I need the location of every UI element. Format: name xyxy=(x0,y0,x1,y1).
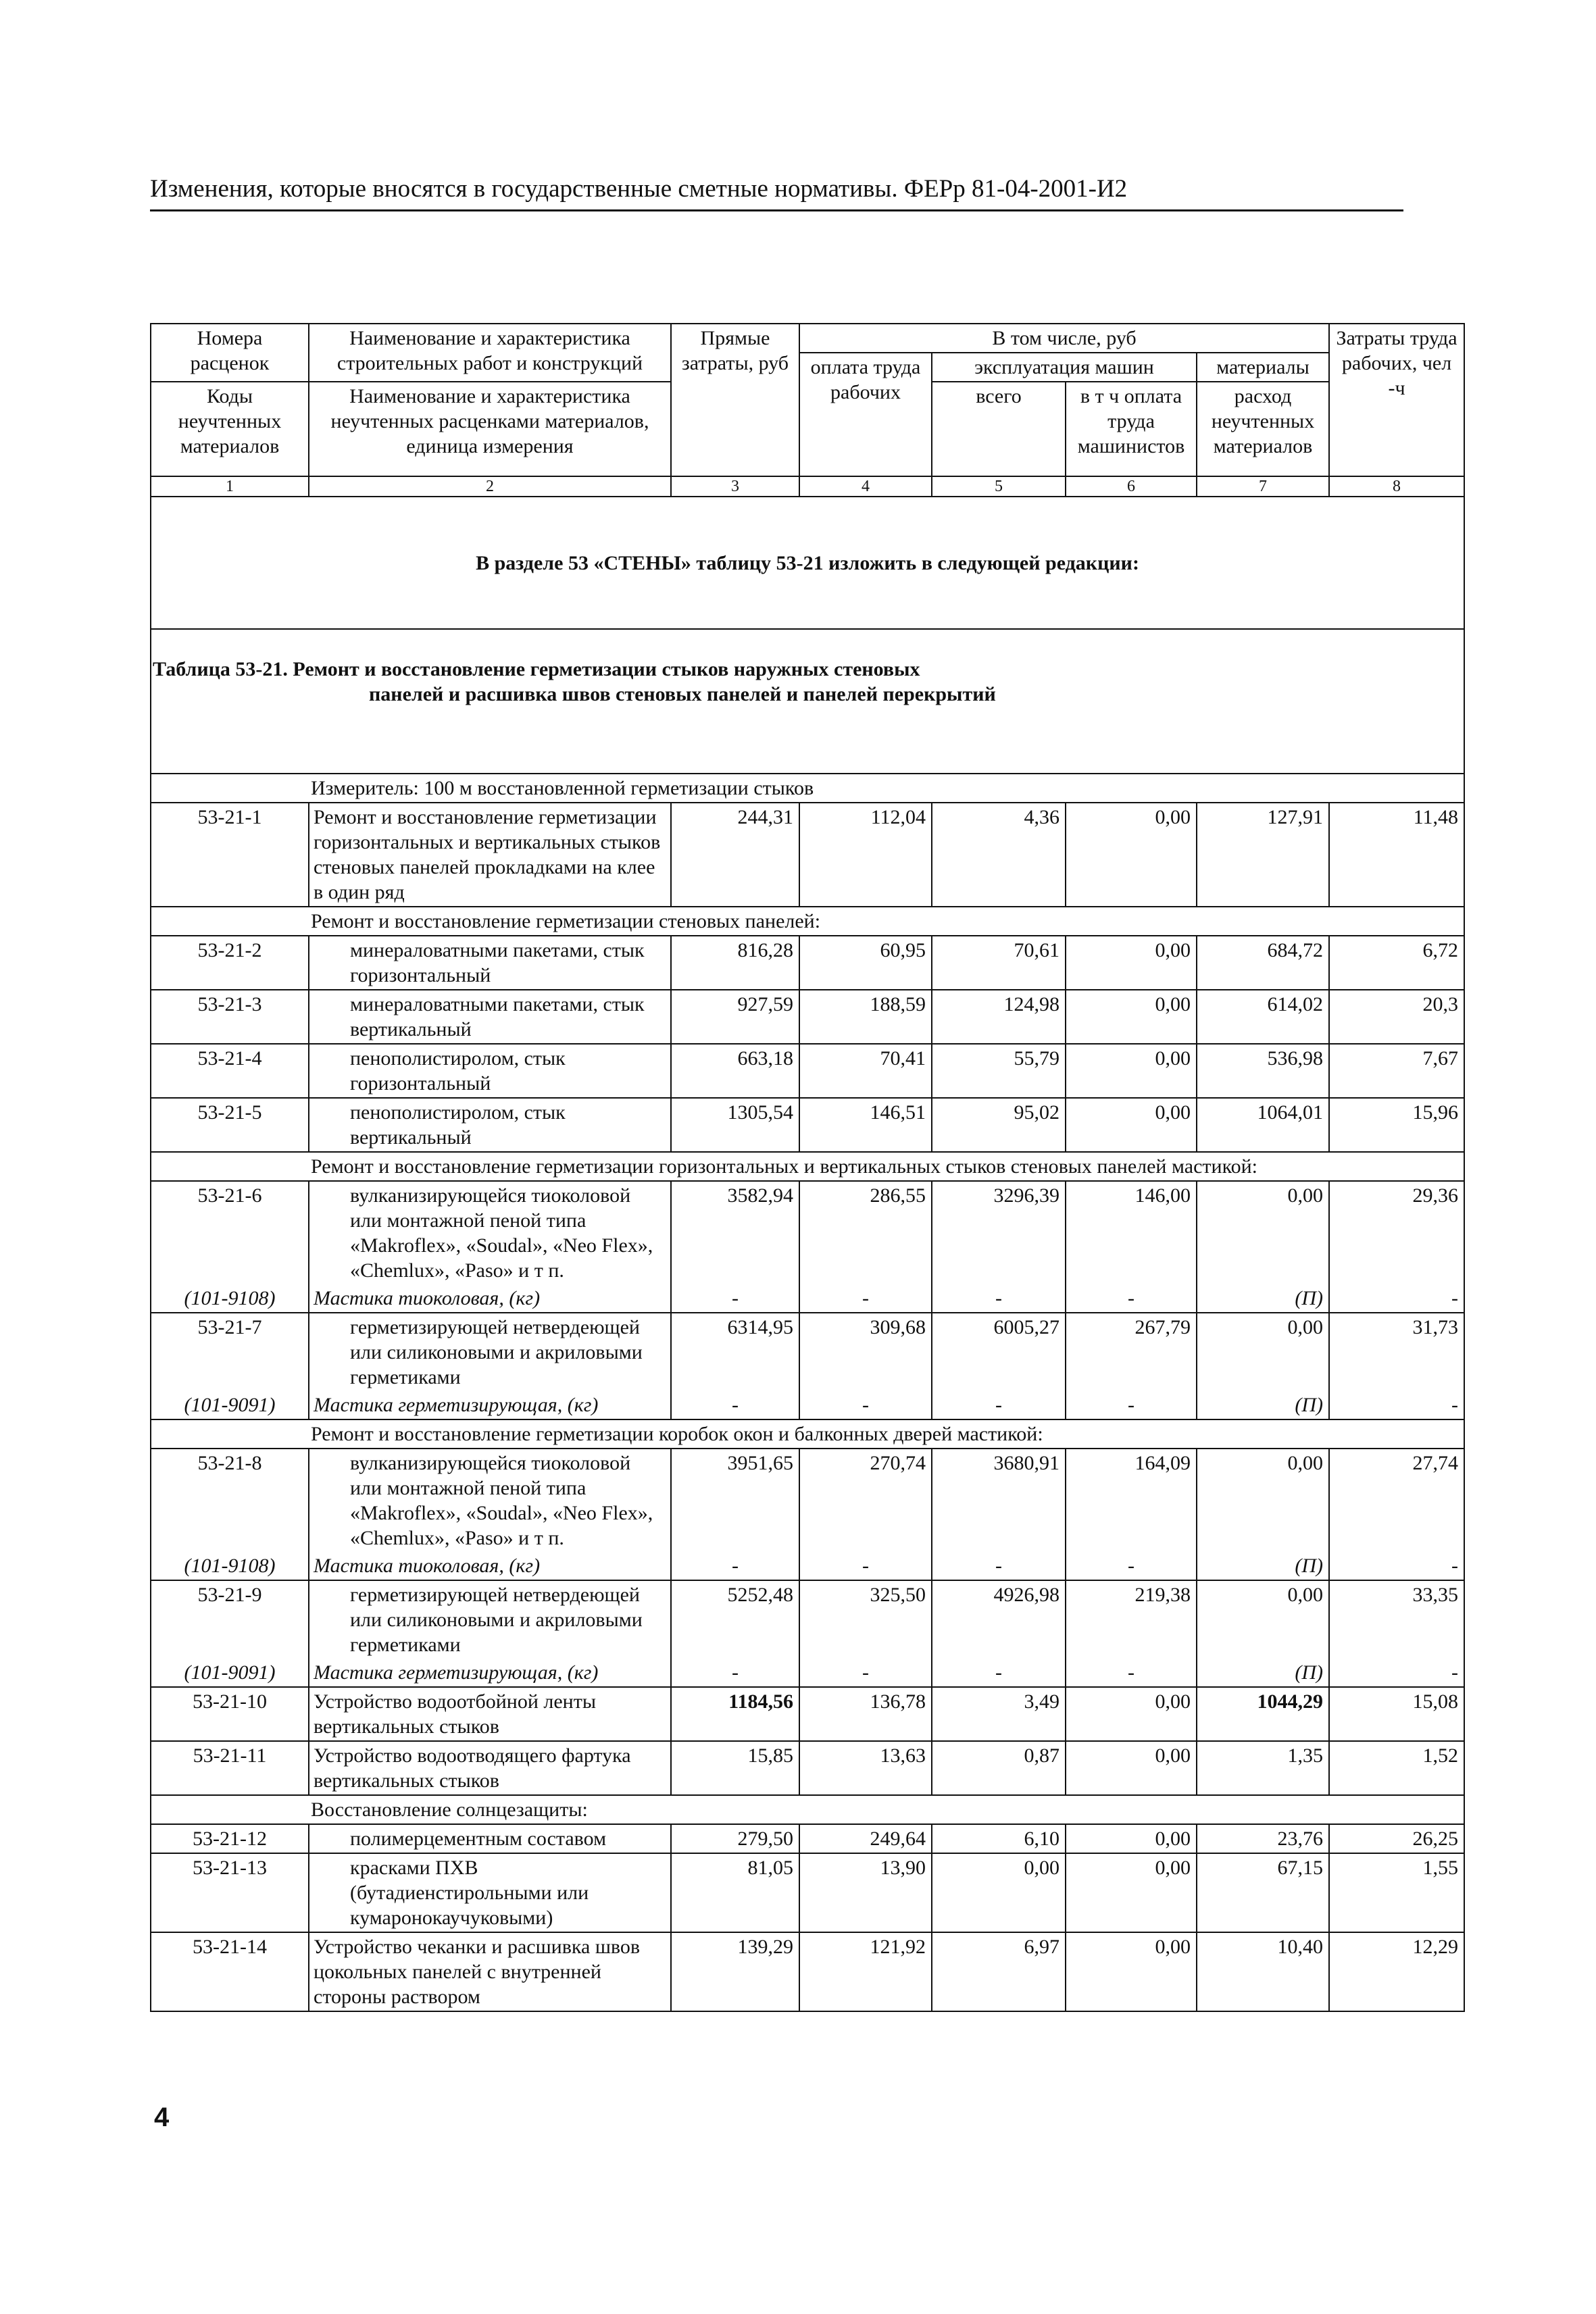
material-name: Мастика тиоколовая, (кг) xyxy=(309,1552,671,1580)
labor-hours: 6,72 xyxy=(1329,936,1464,990)
section-banner: В разделе 53 «СТЕНЫ» таблицу 53-21 изложить в следующей редакции: xyxy=(151,497,1464,629)
direct-cost: 1184,56 xyxy=(671,1687,799,1741)
labor-hours: 11,48 xyxy=(1329,803,1464,907)
col-number: 8 xyxy=(1329,476,1464,497)
material-cost: 614,02 xyxy=(1197,990,1329,1044)
head-col7: расход неучтенных материалов xyxy=(1197,382,1329,476)
machine-cost: 4926,98 xyxy=(932,1580,1066,1659)
table-row xyxy=(151,1044,1464,1098)
table-row xyxy=(151,1181,1464,1284)
rate-code: 53-21-8 xyxy=(151,1449,309,1552)
head-col8: Затраты труда рабочих, чел -ч xyxy=(1329,324,1464,476)
labor-cost: 146,51 xyxy=(799,1098,932,1152)
labor-cost: 309,68 xyxy=(799,1313,932,1391)
material-code: (101-9108) xyxy=(151,1284,309,1313)
rate-name: герметизирующей нетвердеющей или силиконовыми и акриловыми герметиками xyxy=(309,1313,671,1391)
table-row xyxy=(151,1741,1464,1795)
labor-hours: 31,73 xyxy=(1329,1313,1464,1391)
head-col6: в т ч оплата труда машинистов xyxy=(1066,382,1197,476)
col-number: 3 xyxy=(671,476,799,497)
rate-name: Ремонт и восстановление герметизации горизонтальных и вертикальных стыков стеновых панелей прокладками на клее в один ряд xyxy=(309,803,671,907)
machine-cost: 3,49 xyxy=(932,1687,1066,1741)
labor-hours: 15,08 xyxy=(1329,1687,1464,1741)
rate-name: герметизирующей нетвердеющей или силиконовыми и акриловыми герметиками xyxy=(309,1580,671,1659)
rate-name: Устройство водоотбойной ленты вертикальных стыков xyxy=(309,1687,671,1741)
dash: - xyxy=(1066,1391,1197,1419)
table-row xyxy=(151,1580,1464,1659)
table-row xyxy=(151,936,1464,990)
material-cost: 127,91 xyxy=(1197,803,1329,907)
direct-cost: 3582,94 xyxy=(671,1181,799,1284)
material-cost: 0,00 xyxy=(1197,1449,1329,1552)
labor-cost: 121,92 xyxy=(799,1932,932,2011)
material-flag: (П) xyxy=(1197,1552,1329,1580)
material-code: (101-9091) xyxy=(151,1659,309,1687)
material-row xyxy=(151,1659,1464,1687)
material-row xyxy=(151,1552,1464,1580)
dash: - xyxy=(932,1659,1066,1687)
rate-code: 53-21-6 xyxy=(151,1181,309,1284)
table-row xyxy=(151,1098,1464,1152)
table-title xyxy=(151,629,1464,774)
col-number: 5 xyxy=(932,476,1066,497)
dash: - xyxy=(1329,1284,1464,1313)
operator-cost: 0,00 xyxy=(1066,990,1197,1044)
machine-cost: 3296,39 xyxy=(932,1181,1066,1284)
group-heading: Ремонт и восстановление герметизации коробок окон и балконных дверей мастикой: xyxy=(151,1419,1464,1449)
material-row xyxy=(151,1391,1464,1419)
head-col2-top: Наименование и характеристика строительных работ и конструкций xyxy=(309,324,671,382)
col-number: 7 xyxy=(1197,476,1329,497)
labor-cost: 249,64 xyxy=(799,1824,932,1853)
direct-cost: 81,05 xyxy=(671,1853,799,1932)
dash: - xyxy=(1329,1391,1464,1419)
page-number: 4 xyxy=(154,2103,170,2132)
rate-name: Устройство водоотводящего фартука вертикальных стыков xyxy=(309,1741,671,1795)
machine-cost: 6,10 xyxy=(932,1824,1066,1853)
direct-cost: 244,31 xyxy=(671,803,799,907)
machine-cost: 3680,91 xyxy=(932,1449,1066,1552)
labor-cost: 112,04 xyxy=(799,803,932,907)
labor-cost: 13,63 xyxy=(799,1741,932,1795)
table-row xyxy=(151,990,1464,1044)
dash: - xyxy=(671,1284,799,1313)
labor-cost: 325,50 xyxy=(799,1580,932,1659)
machine-cost: 6,97 xyxy=(932,1932,1066,2011)
rate-code: 53-21-3 xyxy=(151,990,309,1044)
machine-cost: 0,87 xyxy=(932,1741,1066,1795)
dash: - xyxy=(1329,1659,1464,1687)
operator-cost: 0,00 xyxy=(1066,1853,1197,1932)
rate-code: 53-21-13 xyxy=(151,1853,309,1932)
rate-code: 53-21-11 xyxy=(151,1741,309,1795)
machine-cost: 55,79 xyxy=(932,1044,1066,1098)
rate-code: 53-21-7 xyxy=(151,1313,309,1391)
col-number: 1 xyxy=(151,476,309,497)
rate-code: 53-21-12 xyxy=(151,1824,309,1853)
head-machines: эксплуатация машин xyxy=(932,353,1197,382)
dash: - xyxy=(932,1391,1066,1419)
dash: - xyxy=(671,1552,799,1580)
head-col1-top: Номера расценок xyxy=(151,324,309,382)
table-row xyxy=(151,803,1464,907)
operator-cost: 0,00 xyxy=(1066,1687,1197,1741)
material-cost: 0,00 xyxy=(1197,1313,1329,1391)
direct-cost: 663,18 xyxy=(671,1044,799,1098)
material-code: (101-9091) xyxy=(151,1391,309,1419)
material-flag: (П) xyxy=(1197,1659,1329,1687)
operator-cost: 0,00 xyxy=(1066,1741,1197,1795)
material-cost: 10,40 xyxy=(1197,1932,1329,2011)
table-row xyxy=(151,1449,1464,1552)
rate-name: пенополистиролом, стык горизонтальный xyxy=(309,1044,671,1098)
labor-cost: 13,90 xyxy=(799,1853,932,1932)
material-cost: 0,00 xyxy=(1197,1181,1329,1284)
table-title-line2: панелей и расшивка швов стеновых панелей и панелей перекрытий xyxy=(369,683,996,705)
dash: - xyxy=(799,1552,932,1580)
col-number: 6 xyxy=(1066,476,1197,497)
operator-cost: 0,00 xyxy=(1066,1098,1197,1152)
group-heading: Ремонт и восстановление герметизации горизонтальных и вертикальных стыков стеновых панелей мастикой: xyxy=(151,1152,1464,1181)
rate-name: вулканизирующейся тиоколовой или монтажной пеной типа «Makroflex», «Soudal», «Neo Flex», «Chemlux», «Paso» и т п. xyxy=(309,1449,671,1552)
labor-hours: 15,96 xyxy=(1329,1098,1464,1152)
labor-hours: 12,29 xyxy=(1329,1932,1464,2011)
material-cost: 684,72 xyxy=(1197,936,1329,990)
labor-cost: 136,78 xyxy=(799,1687,932,1741)
operator-cost: 267,79 xyxy=(1066,1313,1197,1391)
labor-hours: 1,52 xyxy=(1329,1741,1464,1795)
labor-cost: 286,55 xyxy=(799,1181,932,1284)
dash: - xyxy=(799,1391,932,1419)
material-flag: (П) xyxy=(1197,1391,1329,1419)
running-header: Изменения, которые вносятся в государственные сметные нормативы. ФЕРр 81-04-2001-И2 xyxy=(150,175,1128,203)
head-col5: всего xyxy=(932,382,1066,476)
table-title-line1: Таблица 53-21. Ремонт и восстановление герметизации стыков наружных стеновых xyxy=(153,658,920,680)
material-cost: 1,35 xyxy=(1197,1741,1329,1795)
table-row xyxy=(151,1824,1464,1853)
group-heading: Ремонт и восстановление герметизации стеновых панелей: xyxy=(151,907,1464,936)
direct-cost: 1305,54 xyxy=(671,1098,799,1152)
dash: - xyxy=(1329,1552,1464,1580)
machine-cost: 6005,27 xyxy=(932,1313,1066,1391)
table-row xyxy=(151,1313,1464,1391)
table-row xyxy=(151,1932,1464,2011)
header-rule xyxy=(150,209,1403,211)
head-incl: В том числе, руб xyxy=(799,324,1329,353)
table-row xyxy=(151,1853,1464,1932)
head-materials: материалы xyxy=(1197,353,1329,382)
col-number: 4 xyxy=(799,476,932,497)
head-col4: оплата труда рабочих xyxy=(799,353,932,476)
rate-code: 53-21-4 xyxy=(151,1044,309,1098)
operator-cost: 0,00 xyxy=(1066,1044,1197,1098)
dash: - xyxy=(1066,1284,1197,1313)
material-cost: 23,76 xyxy=(1197,1824,1329,1853)
labor-hours: 29,36 xyxy=(1329,1181,1464,1284)
operator-cost: 0,00 xyxy=(1066,1824,1197,1853)
dash: - xyxy=(932,1552,1066,1580)
direct-cost: 15,85 xyxy=(671,1741,799,1795)
labor-cost: 60,95 xyxy=(799,936,932,990)
dash: - xyxy=(671,1391,799,1419)
rate-code: 53-21-10 xyxy=(151,1687,309,1741)
machine-cost: 0,00 xyxy=(932,1853,1066,1932)
material-cost: 0,00 xyxy=(1197,1580,1329,1659)
machine-cost: 70,61 xyxy=(932,936,1066,990)
operator-cost: 0,00 xyxy=(1066,1932,1197,2011)
dash: - xyxy=(799,1659,932,1687)
labor-hours: 26,25 xyxy=(1329,1824,1464,1853)
operator-cost: 0,00 xyxy=(1066,803,1197,907)
rate-code: 53-21-9 xyxy=(151,1580,309,1659)
material-row xyxy=(151,1284,1464,1313)
direct-cost: 816,28 xyxy=(671,936,799,990)
rate-name: минераловатными пакетами, стык вертикальный xyxy=(309,990,671,1044)
rate-name: пенополистиролом, стык вертикальный xyxy=(309,1098,671,1152)
direct-cost: 139,29 xyxy=(671,1932,799,2011)
dash: - xyxy=(671,1659,799,1687)
operator-cost: 219,38 xyxy=(1066,1580,1197,1659)
rate-name: полимерцементным составом xyxy=(309,1824,671,1853)
dash: - xyxy=(932,1284,1066,1313)
labor-cost: 270,74 xyxy=(799,1449,932,1552)
labor-cost: 188,59 xyxy=(799,990,932,1044)
material-cost: 1064,01 xyxy=(1197,1098,1329,1152)
machine-cost: 4,36 xyxy=(932,803,1066,907)
material-name: Мастика тиоколовая, (кг) xyxy=(309,1284,671,1313)
direct-cost: 6314,95 xyxy=(671,1313,799,1391)
rate-code: 53-21-2 xyxy=(151,936,309,990)
rates-table xyxy=(150,323,1465,2012)
labor-hours: 1,55 xyxy=(1329,1853,1464,1932)
material-cost: 1044,29 xyxy=(1197,1687,1329,1741)
labor-hours: 33,35 xyxy=(1329,1580,1464,1659)
labor-hours: 7,67 xyxy=(1329,1044,1464,1098)
rate-code: 53-21-1 xyxy=(151,803,309,907)
group-heading: Восстановление солнцезащиты: xyxy=(151,1795,1464,1824)
labor-cost: 70,41 xyxy=(799,1044,932,1098)
col-number: 2 xyxy=(309,476,671,497)
head-col1-bottom: Коды неучтенных материалов xyxy=(151,382,309,476)
direct-cost: 5252,48 xyxy=(671,1580,799,1659)
material-flag: (П) xyxy=(1197,1284,1329,1313)
measure-line: Измеритель: 100 м восстановленной герметизации стыков xyxy=(151,774,1464,803)
head-col3: Прямые затраты, руб xyxy=(671,324,799,476)
material-code: (101-9108) xyxy=(151,1552,309,1580)
operator-cost: 164,09 xyxy=(1066,1449,1197,1552)
material-name: Мастика герметизирующая, (кг) xyxy=(309,1391,671,1419)
table-row xyxy=(151,1687,1464,1741)
material-cost: 67,15 xyxy=(1197,1853,1329,1932)
rate-name: вулканизирующейся тиоколовой или монтажной пеной типа «Makroflex», «Soudal», «Neo Flex», «Chemlux», «Paso» и т п. xyxy=(309,1181,671,1284)
dash: - xyxy=(1066,1659,1197,1687)
labor-hours: 20,3 xyxy=(1329,990,1464,1044)
direct-cost: 279,50 xyxy=(671,1824,799,1853)
rate-name: минераловатными пакетами, стык горизонтальный xyxy=(309,936,671,990)
head-col2-bottom: Наименование и характеристика неучтенных расценками материалов, единица измерения xyxy=(309,382,671,476)
rate-name: Устройство чеканки и расшивка швов цокольных панелей с внутренней стороны раствором xyxy=(309,1932,671,2011)
machine-cost: 95,02 xyxy=(932,1098,1066,1152)
material-name: Мастика герметизирующая, (кг) xyxy=(309,1659,671,1687)
material-cost: 536,98 xyxy=(1197,1044,1329,1098)
dash: - xyxy=(1066,1552,1197,1580)
rate-code: 53-21-14 xyxy=(151,1932,309,2011)
machine-cost: 124,98 xyxy=(932,990,1066,1044)
direct-cost: 927,59 xyxy=(671,990,799,1044)
labor-hours: 27,74 xyxy=(1329,1449,1464,1552)
rate-name: красками ПХВ (бутадиенстирольными или кумаронокаучуковыми) xyxy=(309,1853,671,1932)
operator-cost: 146,00 xyxy=(1066,1181,1197,1284)
rate-code: 53-21-5 xyxy=(151,1098,309,1152)
operator-cost: 0,00 xyxy=(1066,936,1197,990)
dash: - xyxy=(799,1284,932,1313)
direct-cost: 3951,65 xyxy=(671,1449,799,1552)
